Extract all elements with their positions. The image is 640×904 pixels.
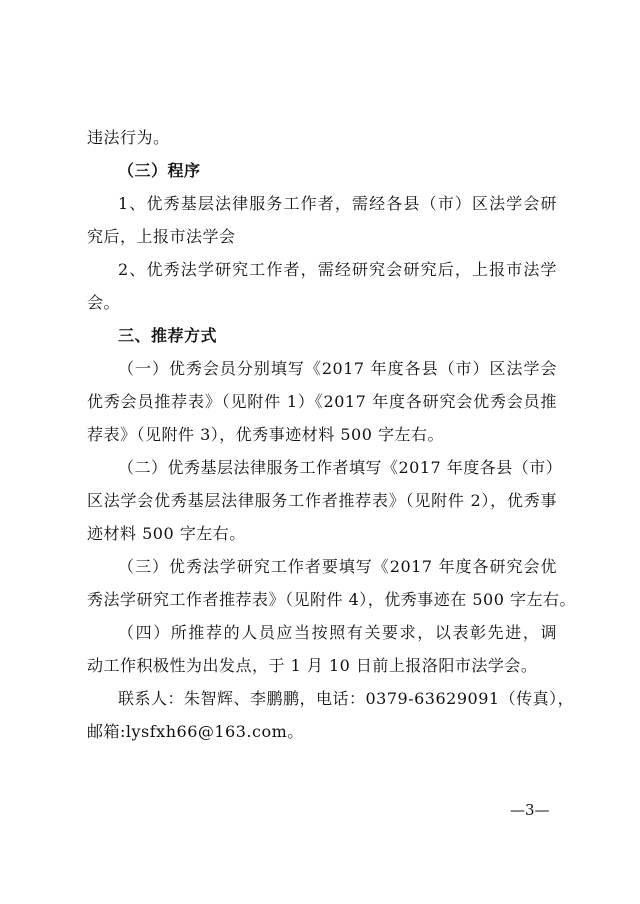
section-heading-procedure: （三）程序 (118, 161, 201, 180)
paragraph-line: 秀法学研究工作者推荐表》（见附件 4），优秀事迹在 500 字左右。 (87, 590, 576, 609)
paragraph-line: 违法行为。 (87, 128, 170, 147)
paragraph-line: （四）所推荐的人员应当按照有关要求，以表彰先进，调 (118, 623, 557, 642)
page-number: —3— (510, 801, 550, 819)
paragraph-line: （三）优秀法学研究工作者要填写《2017 年度各研究会优 (118, 557, 557, 576)
paragraph-line: （二）优秀基层法律服务工作者填写《2017 年度各县（市） (118, 458, 563, 477)
paragraph-line: 荐表》（见附件 3），优秀事迹材料 500 字左右。 (87, 425, 444, 444)
paragraph-line: 动工作积极性为出发点，于 1 月 10 日前上报洛阳市法学会。 (87, 656, 538, 675)
paragraph-line: 迹材料 500 字左右。 (87, 524, 246, 543)
paragraph-line: 2、优秀法学研究工作者，需经研究会研究后，上报市法学 (118, 260, 557, 279)
paragraph-line: 1、优秀基层法律服务工作者，需经各县（市）区法学会研 (118, 194, 557, 213)
contact-line: 联系人：朱智辉、李鹏鹏，电话：0379-63629091（传真）， (118, 689, 575, 708)
paragraph-line: （一）优秀会员分别填写《2017 年度各县（市）区法学会 (118, 359, 557, 378)
email-line: 邮箱:lysfxh66@163.com。 (87, 722, 304, 741)
paragraph-line: 区法学会优秀基层法律服务工作者推荐表》（见附件 2），优秀事 (87, 491, 557, 510)
paragraph-line: 会。 (87, 293, 121, 312)
paragraph-line: 优秀会员推荐表》（见附件 1）《2017 年度各研究会优秀会员推 (87, 392, 557, 411)
paragraph-line: 究后，上报市法学会 (87, 227, 236, 246)
section-heading-recommendation: 三、推荐方式 (118, 326, 218, 345)
